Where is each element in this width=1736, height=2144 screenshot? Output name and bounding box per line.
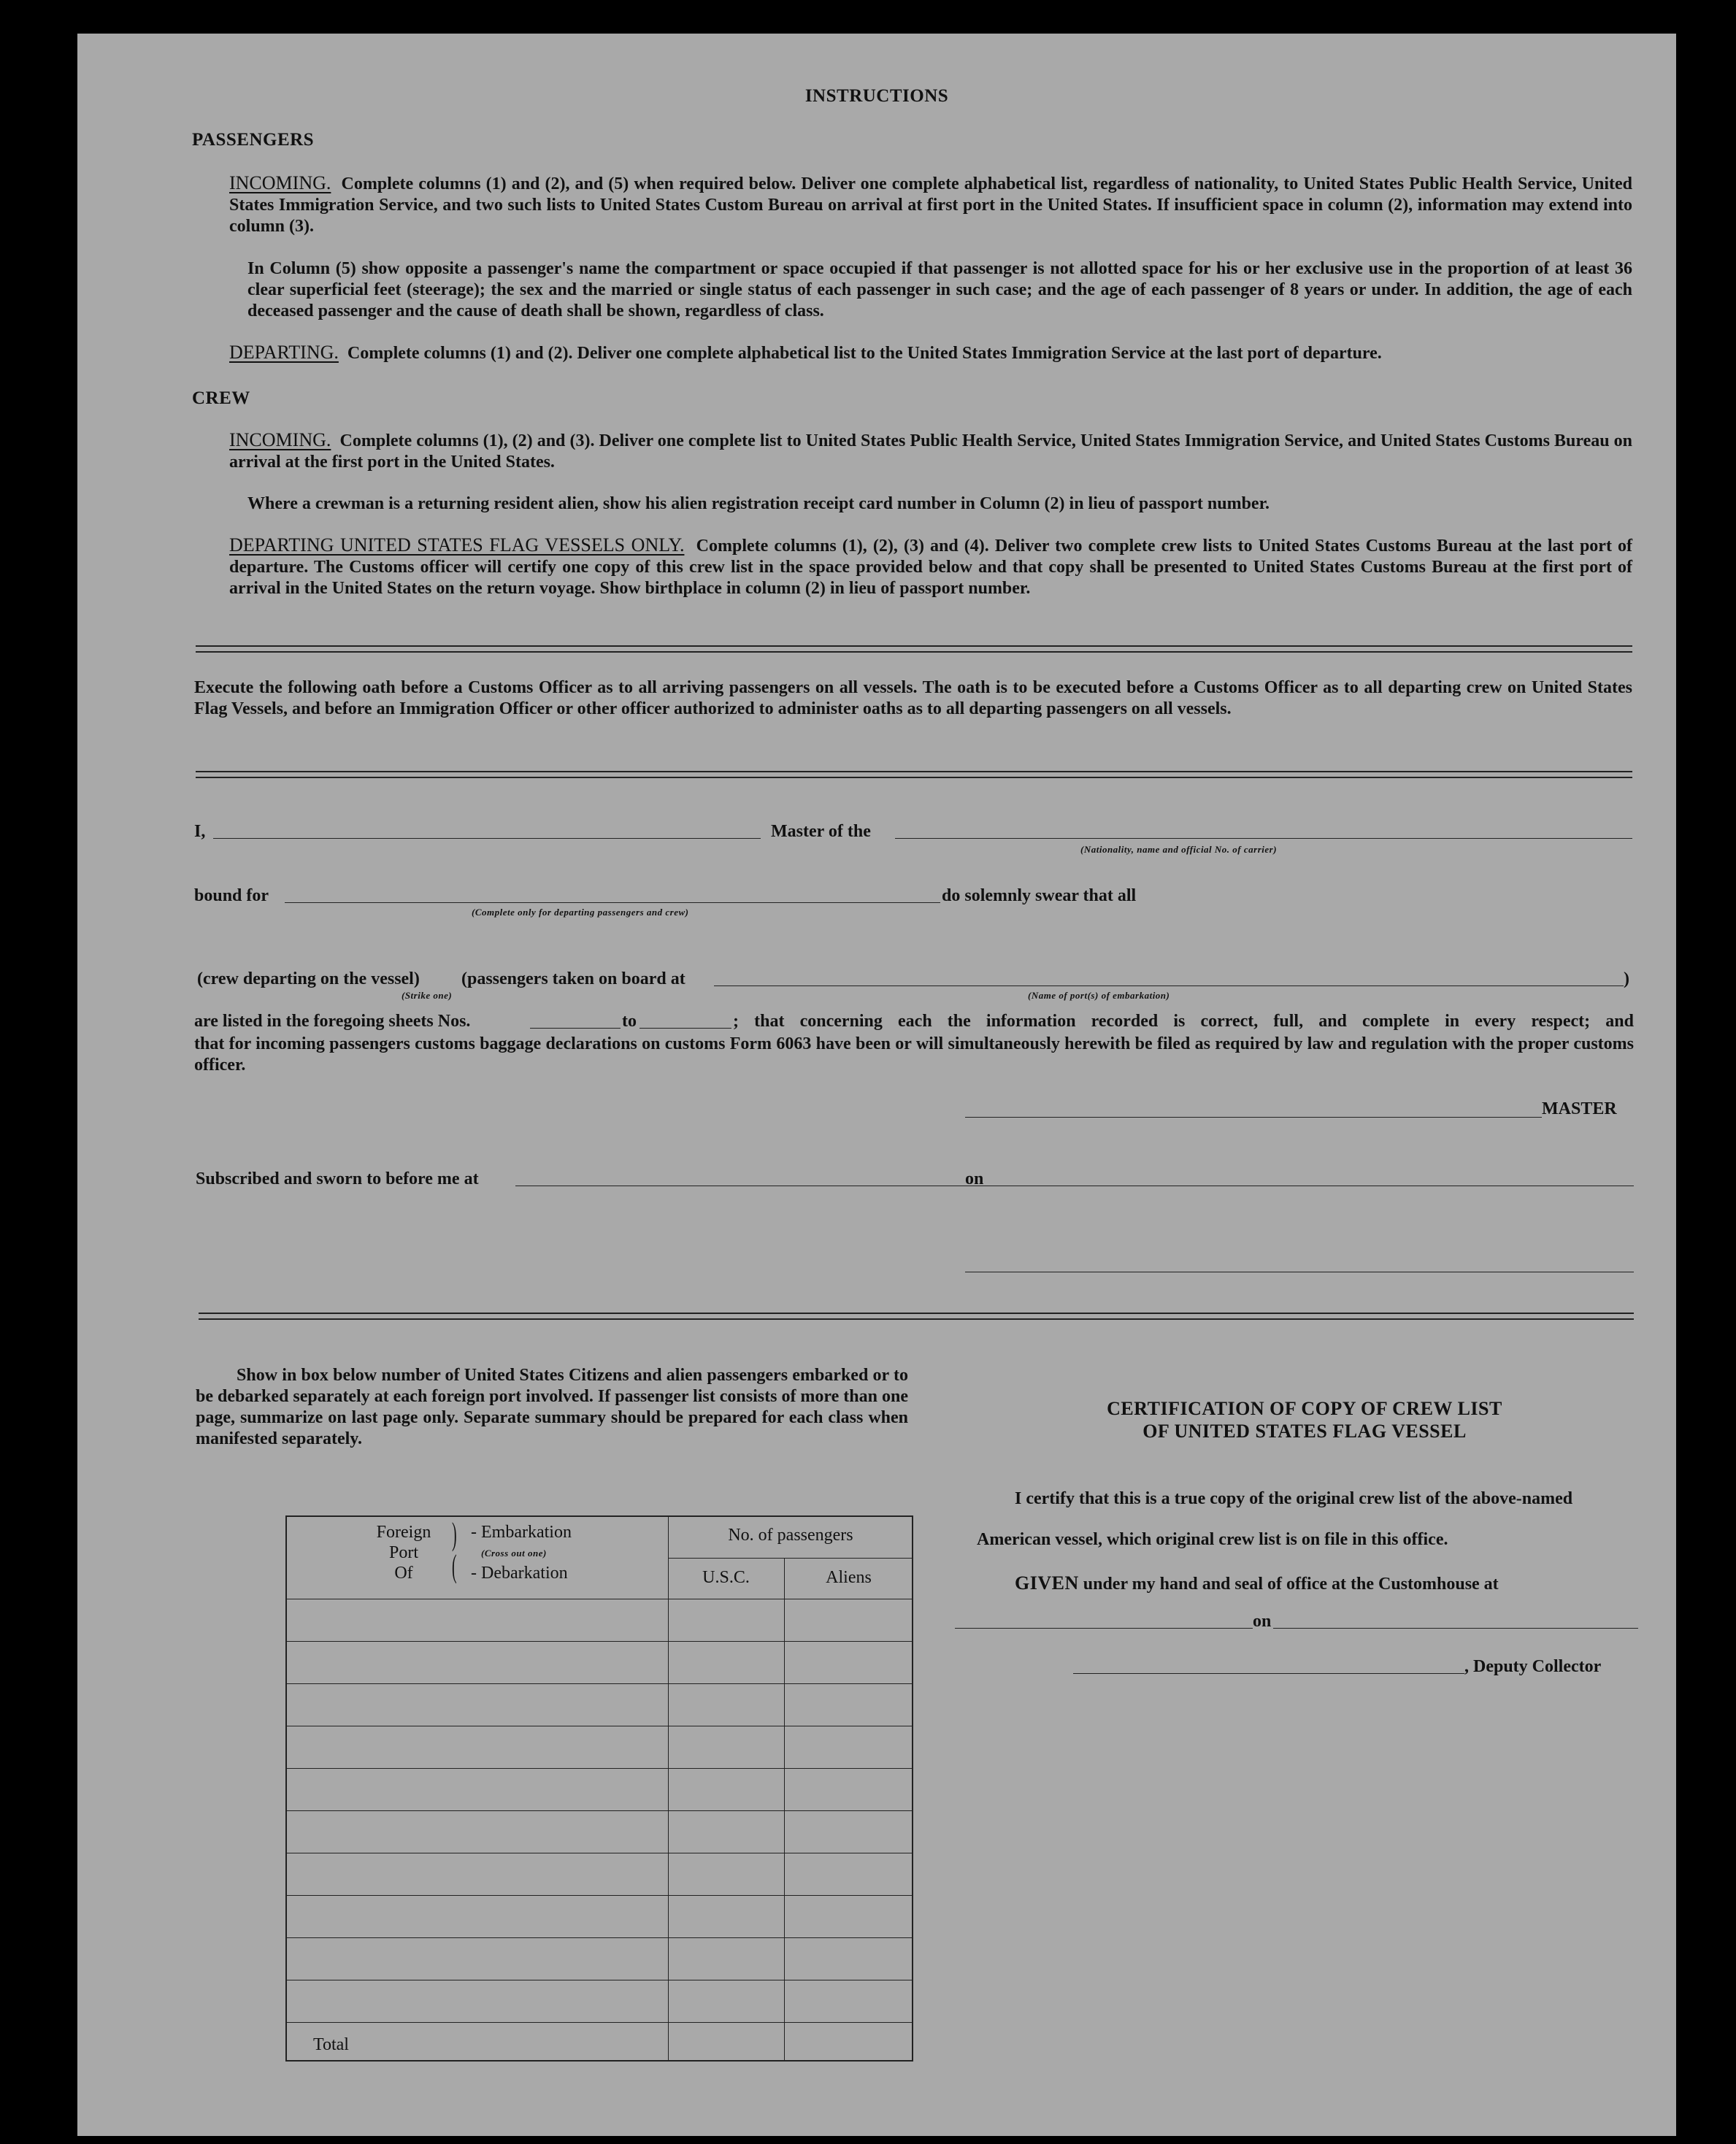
table-divider [668,1558,912,1559]
passengers-taken-option: (passengers taken on board at [461,969,685,988]
document-page [77,34,1676,2136]
master-of-the-label: Master of the [771,822,871,841]
passengers-departing-paragraph [229,342,1638,364]
table-row [287,1641,912,1642]
listed-line1: ; that concerning each the information recorded is correct, full, and complete in every respect; and [733,1012,1634,1031]
crew-resident-alien-paragraph: Where a crewman is a returning resident alien, show his alien registration receipt card number in Column (2) in lieu of passport number. [247,494,1270,513]
crew-incoming-paragraph [229,429,1632,473]
certification-on-label: on [1253,1612,1272,1631]
embarkation-label: - Embarkation [471,1523,572,1542]
given-text: under my hand and seal of office at the Customhouse at [1083,1575,1499,1594]
separator-rule [196,771,1632,772]
subscribed-label: Subscribed and sworn to before me at [196,1169,479,1188]
master-label: MASTER [1542,1099,1617,1118]
crew-departing-text: Complete columns (1), (2), (3) and (4). Deliver two complete crew lists to United States Customs Bureau at the last port of departure. The Customs officer will certify one copy of this crew list in the space provided below and that copy shall be presented to United States Customs Bureau at the first port of arrival in the United States on the return voyage. Show birthplace in column (2) in lieu of passport number. [229,537,1633,598]
separator-rule [196,651,1632,653]
separator-rule [199,1313,1634,1314]
passengers-heading: PASSENGERS [192,130,315,150]
certification-date-field[interactable] [1273,1628,1638,1629]
passengers-incoming-text: Complete columns (1) and (2), and (5) when required below. Deliver one complete alphabetical list, regardless of nationality, to United States Public Health Service, United States Immigration Service, and two such lists to United States Custom Bureau on arrival at first port in the United States. If insufficient space in column (2), information may extend into column (3). [229,174,1633,236]
crew-departing-label: DEPARTING UNITED STATES FLAG VESSELS ONLY. [229,534,685,556]
certification-title-line1: CERTIFICATION OF COPY OF CREW LIST [1107,1398,1502,1419]
no-of-passengers-header: No. of passengers [728,1526,853,1545]
oath-i-label: I, [194,822,206,841]
solemnly-swear-label: do solemnly swear that all [942,886,1137,905]
passengers-departing-label: DEPARTING. [229,342,339,363]
crew-incoming-label: INCOMING. [229,429,331,450]
oath-instructions: Execute the following oath before a Customs Officer as to all arriving passengers on all vessels. The oath is to be executed before a Customs Officer as to all departing crew on United States Flag Vessels, and before an Immigration Officer or other officer authorized to administer oaths as to all departing passengers on all vessels. [194,678,1632,718]
passengers-column5-paragraph: In Column (5) show opposite a passenger's name the compartment or space occupied if that passenger is not allotted space for his or her exclusive use in the proportion of at least 36 clear superficial feet (steerage); the sex and the married or single status of each passenger in such case; and the age of each passenger of 8 years or under. In addition, the age of each deceased passenger and the cause of death shall be shown, regardless of class. [247,259,1632,320]
debarkation-label: - Debarkation [471,1564,568,1583]
table-row [287,1895,912,1896]
deputy-collector-label: , Deputy Collector [1464,1657,1602,1676]
separator-rule [199,1318,1634,1320]
passengers-departing-text: Complete columns (1) and (2). Deliver one complete alphabetical list to the United States Immigration Service at the last port of departure. [347,344,1382,363]
ports-caption: (Name of port(s) of embarkation) [1028,990,1170,1001]
brace-icon: ( [452,1548,457,1584]
certification-title [1002,1397,1608,1442]
table-row [287,2022,912,2023]
carrier-field[interactable] [895,838,1632,839]
table-row [287,1683,912,1684]
cross-out-caption: (Cross out one) [481,1548,547,1559]
table-row [287,1768,912,1769]
summary-instructions: Show in box below number of United States Citizens and alien passengers embarked or to be debarked separately at each foreign port involved. If passenger list consists of more than one page, summarize on last page only. Separate summary should be prepared for each class when manifested separately. [196,1366,908,1448]
close-paren: ) [1624,969,1629,988]
strike-one-caption: (Strike one) [402,990,453,1001]
sworn-on-label: on [965,1169,984,1188]
passengers-incoming-paragraph [229,172,1632,237]
crew-incoming-text: Complete columns (1), (2) and (3). Deliver one complete list to United States Public Health Service, United States Immigration Service, and United States Customs Bureau on arrival at the first port in the United States. [229,431,1633,472]
foreign-label: Foreign [376,1523,431,1542]
certify-line1: I certify that this is a true copy of the original crew list of the above-named [1015,1489,1573,1508]
listed-to: to [622,1012,637,1031]
separator-rule [196,777,1632,778]
of-label: Of [394,1564,413,1583]
certify-line2: American vessel, which original crew list is on file in this office. [977,1530,1448,1549]
listed-rest: that for incoming passengers customs baggage declarations on customs Form 6063 have been or will simultaneously herewith be filed as required by law and regulation with the proper customs officer. [194,1034,1634,1075]
crew-departing-paragraph [229,534,1632,599]
port-label: Port [388,1543,418,1562]
carrier-caption: (Nationality, name and official No. of carrier) [1080,844,1278,855]
ports-of-embarkation-field[interactable] [714,985,1624,986]
aliens-header: Aliens [826,1568,872,1587]
bound-for-field[interactable] [285,902,940,903]
deputy-collector-signature-field[interactable] [1073,1673,1464,1674]
bound-for-caption: (Complete only for departing passengers and crew) [472,907,689,918]
table-row [287,1937,912,1938]
given-line [1015,1572,1499,1594]
bound-for-label: bound for [194,886,269,905]
listed-prefix: are listed in the foregoing sheets Nos. [194,1012,471,1031]
master-signature-field[interactable] [965,1117,1542,1118]
passenger-summary-table [285,1515,913,2062]
separator-rule [196,645,1632,647]
sheet-from-field[interactable] [530,1028,621,1029]
master-name-field[interactable] [213,838,761,839]
table-divider [784,1558,785,2060]
table-row [287,1810,912,1811]
instructions-title: INSTRUCTIONS [804,86,949,106]
crew-departing-option: (crew departing on the vessel) [197,969,420,988]
usc-header: U.S.C. [702,1568,750,1587]
customhouse-field[interactable] [955,1628,1253,1629]
certification-title-line2: OF UNITED STATES FLAG VESSEL [1142,1421,1467,1442]
total-label: Total [313,2035,349,2054]
crew-heading: CREW [192,388,250,408]
brace-icon: ) [452,1516,457,1552]
sheet-to-field[interactable] [640,1028,731,1029]
passengers-incoming-label: INCOMING. [229,172,331,193]
given-label: GIVEN [1015,1572,1079,1594]
